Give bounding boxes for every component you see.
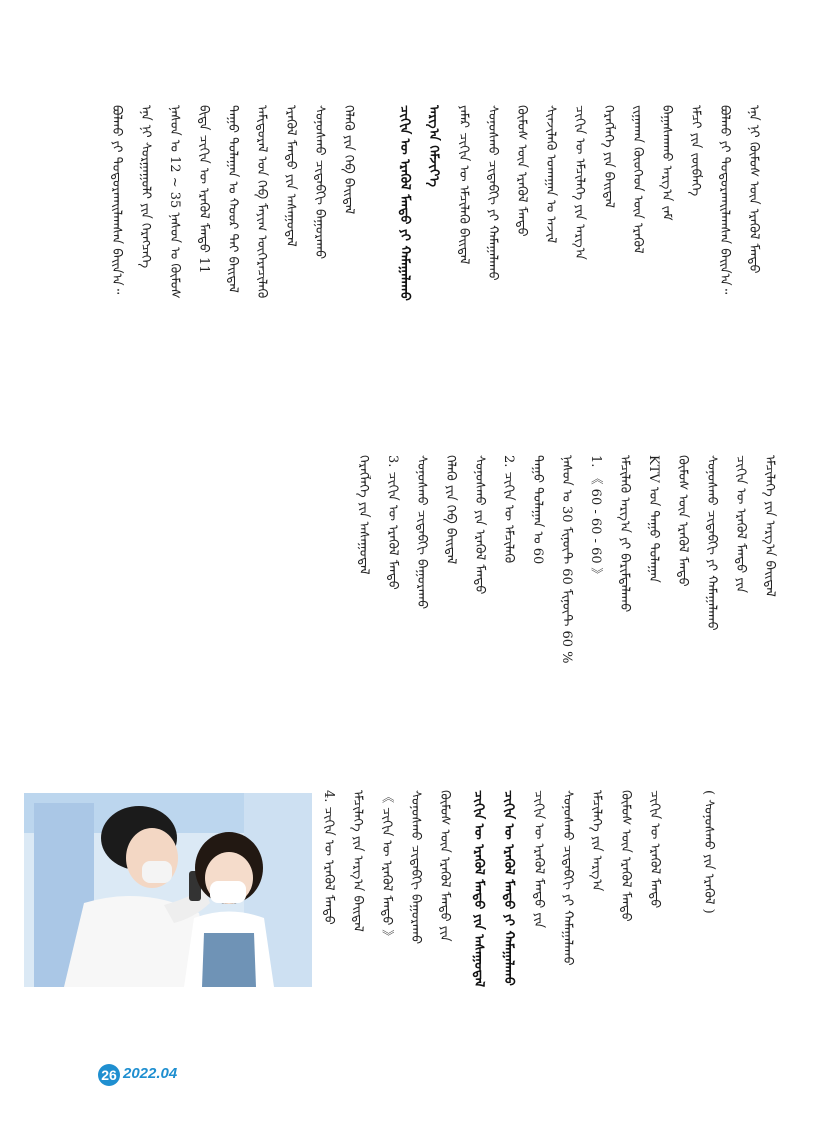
text-column: ᠰᠣᠨᠣᠰᠬᠤ ᠴᠢᠳᠠᠪᠬᠢ ᠶᠢ ᠬᠠᠮᠠᠭᠠᠯᠠᠬᠤ <box>560 790 575 966</box>
text-column: ᠵᠢᠭᠠᠬᠠᠨ ᠬᠦᠦᠬᠡᠳ ᠦᠨ ᠡᠷᠡᠭᠦᠯ <box>630 105 645 254</box>
text-column: ᠬᠦᠮᠦᠰ ᠦᠨ ᠡᠷᠡᠭᠦᠯ ᠮᠡᠨᠳᠦ <box>675 455 690 587</box>
text-column: ᠨᠠᠰᠤᠨ ᠤ 12 ~ 35 ᠨᠠᠰᠤᠨ ᠤ ᠬᠦᠮᠦᠰ <box>167 105 182 299</box>
section-heading: ᠠᠷᠭ᠎ᠠ ᠬᠡᠮᠵᠢᠶ᠎ᠡ <box>426 105 441 187</box>
text-column: ᠡᠨᠡ ᠨᠢ ᠰᠤᠷᠭᠠᠭᠤᠯᠢ ᠶᠢᠨ ᠬᠡᠷᠡᠭᠴᠡᠭᠡ <box>138 105 153 269</box>
photo-doctor-examining-child-ear <box>24 793 312 987</box>
text-column: ᠡᠷᠡᠭᠦᠯ ᠮᠡᠨᠳᠦ ᠶᠢᠨ ᠠᠰᠠᠭᠤᠳᠠᠯ <box>283 105 298 247</box>
text-column: ᠳᠠᠭᠤ ᠳᠤᠯᠠᠭᠠᠨ ᠤ ᠬᠣᠣᠷ ᠲᠠᠢ ᠪᠠᠢᠳᠠᠯ <box>225 105 240 293</box>
text-column: 4. ᠴᠢᠬᠢᠨ ᠦ ᠡᠷᠡᠭᠦᠯ ᠮᠡᠨᠳᠦ <box>321 790 336 925</box>
text-column: ᠬᠦᠮᠦᠰ ᠦᠨ ᠡᠷᠡᠭᠦᠯ ᠮᠡᠨᠳᠦ <box>618 790 633 922</box>
text-column: ᠡᠮᠴᠢᠯᠡᠭᠡ ᠶᠢᠨ ᠠᠷᠭ᠎ᠠ <box>589 790 604 892</box>
issue-date: 2022.04 <box>123 1065 178 1082</box>
text-column: 2. ᠴᠢᠬᠢᠨ ᠦ ᠡᠮᠴᠢᠯᠡᠬᠦ <box>501 455 516 564</box>
text-column: 1. 《 60 - 60 - 60 》 <box>588 455 603 581</box>
text-column: ᠡᠨᠡ ᠨᠢ ᠬᠦᠮᠦᠰ ᠦᠨ ᠡᠷᠡᠭᠦᠯ ᠮᠡᠨᠳᠦ <box>746 105 761 274</box>
text-column: ᠰᠣᠨᠣᠰᠬᠤ ᠶᠢᠨ ᠡᠷᠡᠭᠦᠯ ᠮᠡᠨᠳᠦ <box>472 455 487 595</box>
text-column: ᠪᠣᠯᠬᠤ ᠶᠢ ᠲᠣᠳᠤᠷᠬᠠᠢᠯᠠᠭᠰᠠᠨ ᠪᠠᠢᠨ᠎ᠠ᠃ <box>109 105 124 295</box>
text-column: 《 ᠴᠢᠬᠢᠨ ᠦ ᠡᠷᠡᠭᠦᠯ ᠮᠡᠨᠳᠦ 》 <box>379 790 394 943</box>
text-column: KTV ᠤᠨ ᠳᠠᠭᠤ ᠳᠤᠯᠠᠭᠠᠨ <box>646 455 661 583</box>
section-heading: ᠴᠢᠬᠢᠨ ᠦ ᠡᠷᠡᠭᠦᠯ ᠮᠡᠨᠳᠦ ᠶᠢ ᠬᠠᠮᠠᠭᠠᠯᠠᠬᠤ <box>397 105 412 301</box>
text-column: ᠴᠢᠬᠢᠨ ᠦ ᠡᠷᠡᠭᠦᠯ ᠮᠡᠨᠳᠦ <box>647 790 662 909</box>
page-number: 26 <box>98 1064 120 1086</box>
text-column: ᠬᠦᠮᠦᠰ ᠦᠨ ᠡᠷᠡᠭᠦᠯ ᠮᠡᠨᠳᠦ ᠶᠢᠨ <box>437 790 452 942</box>
text-column: 3. ᠴᠢᠬᠢᠨ ᠦ ᠡᠷᠡᠭᠦᠯ ᠮᠡᠨᠳᠦ <box>385 455 400 590</box>
text-column: ᠰᠣᠨᠣᠰᠬᠤ ᠴᠢᠳᠠᠪᠬᠢ ᠪᠠᠭᠤᠷᠠᠬᠤ <box>312 105 327 260</box>
text-column: ᠡᠮᠴᠢ ᠶᠢᠨ ᠵᠥᠪᠯᠡᠭᠡ <box>688 105 703 197</box>
text-column: ᠰᠣᠨᠣᠰᠬᠤ ᠴᠢᠳᠠᠪᠬᠢ ᠶᠢ ᠬᠠᠮᠠᠭᠠᠯᠠᠬᠤ <box>485 105 500 281</box>
text-column: ᠳᠠᠭᠤ ᠳᠤᠯᠠᠭᠠᠨ ᠤ 60 <box>530 455 545 565</box>
text-column: ᠪᠣᠯᠬᠤ ᠶᠢ ᠲᠣᠳᠤᠷᠬᠠᠢᠯᠠᠭᠰᠠᠨ ᠪᠠᠢᠨ᠎ᠠ᠃ <box>717 105 732 295</box>
text-column: ᠪᠠᠭᠠᠰᠬᠠᠬᠤ ᠠᠷᠭ᠎ᠠ ᠵᠠᠮ <box>659 105 674 221</box>
text-column: ᠬᠦᠮᠦᠰ ᠦᠨ ᠡᠷᠡᠭᠦᠯ ᠮᠡᠨᠳᠦ <box>514 105 529 237</box>
text-column: ᠴᠢᠬᠢᠨ ᠦ ᠡᠷᠡᠭᠦᠯ ᠮᠡᠨᠳᠦ ᠶᠢᠨ <box>531 790 546 929</box>
text-column: ᠶᠠᠮᠠᠷ ᠴᠢᠬᠢᠨ ᠦ ᠡᠮᠴᠢᠯᠡᠬᠦ ᠪᠠᠢᠳᠠᠯ <box>456 105 471 265</box>
text-column: ᠬᠡᠯᠡᠬᠦ ᠶᠢᠨ ᠬᠡᠪ ᠪᠠᠢᠳᠠᠯ <box>341 105 356 215</box>
text-column: ᠬᠡᠷᠡᠭᠯᠡᠭᠡ ᠶᠢᠨ ᠠᠰᠠᠭᠤᠳᠠᠯ <box>356 455 371 575</box>
section-heading: ᠴᠢᠬᠢᠨ ᠦ ᠡᠷᠡᠭᠦᠯ ᠮᠡᠨᠳᠦ ᠶᠢ ᠬᠠᠮᠠᠭᠠᠯᠠᠬᠤ <box>501 790 516 986</box>
text-column: ᠰᠣᠨᠣᠰᠬᠤ ᠴᠢᠳᠠᠪᠬᠢ ᠪᠠᠭᠤᠷᠠᠬᠤ <box>408 790 423 945</box>
text-column: ( ᠰᠣᠨᠣᠰᠬᠤ ᠶᠢᠨ ᠡᠷᠡᠭᠦᠯ ) <box>701 790 716 914</box>
text-column: ᠨᠠᠰᠤᠨ ᠤ 30 ᠮᠢᠨᠦ᠋ᠲ 60 ᠮᠢᠨᠦ᠋ᠲ 60 % <box>559 455 574 664</box>
section-heading: ᠴᠢᠬᠢᠨ ᠦ ᠡᠷᠡᠭᠦᠯ ᠮᠡᠨᠳᠦ ᠶᠢᠨ ᠠᠰᠠᠭᠤᠳᠠᠯ <box>471 790 486 988</box>
text-column: ᠡᠮᠴᠢᠯᠡᠬᠦ ᠠᠷᠭ᠎ᠠ ᠶᠢ ᠪᠠᠷᠢᠮᠲᠠᠯᠠᠬᠤ <box>617 455 632 613</box>
text-column: ᠴᠢᠬᠢᠨ ᠦ ᠡᠮᠴᠢᠯᠡᠭᠡ ᠶᠢᠨ ᠠᠷᠭ᠎ᠠ <box>572 105 587 260</box>
text-column: ᠡᠮᠴᠢᠯᠡᠭᠡ ᠶᠢᠨ ᠠᠷᠭ᠎ᠠ ᠪᠠᠢᠳᠠᠯ <box>350 790 365 932</box>
text-column: ᠰᠣᠨᠣᠰᠬᠤ ᠴᠢᠳᠠᠪᠬᠢ ᠪᠠᠭᠤᠷᠠᠬᠤ <box>414 455 429 610</box>
text-column: ᠪᠢᠳᠡ ᠴᠢᠬᠢᠨ ᠦ ᠡᠷᠡᠭᠦᠯ ᠮᠡᠨᠳᠦ 11 <box>196 105 211 274</box>
text-column: ᠰᠢᠨᠵᠢᠯᠡᠬᠦ ᠤᠬᠠᠭᠠᠨ ᠤ ᠠᠵᠢᠯ <box>543 105 558 244</box>
text-column: ᠴᠢᠬᠢᠨ ᠦ ᠡᠷᠡᠭᠦᠯ ᠮᠡᠨᠳᠦ ᠶᠢᠨ <box>733 455 748 594</box>
text-column: ᠠᠮᠢᠳᠤᠷᠠᠯ ᠤᠨ ᠬᠡᠪ ᠮᠠᠶᠢᠭ ᠥᠭᠡᠷᠡᠴᠢᠯᠡᠬᠦ <box>254 105 269 299</box>
text-column: ᠰᠣᠨᠣᠰᠬᠤ ᠴᠢᠳᠠᠪᠬᠢ ᠶᠢ ᠬᠠᠮᠠᠭᠠᠯᠠᠬᠤ <box>704 455 719 631</box>
text-column: ᠬᠡᠯᠡᠬᠦ ᠶᠢᠨ ᠬᠡᠪ ᠪᠠᠢᠳᠠᠯ <box>443 455 458 565</box>
text-column: ᠡᠮᠴᠢᠯᠡᠭᠡ ᠶᠢᠨ ᠠᠷᠭ᠎ᠠ ᠪᠠᠢᠳᠠᠯ <box>762 455 777 597</box>
text-column: ᠬᠡᠷᠡᠭᠯᠡᠭᠡ ᠶᠢᠨ ᠪᠠᠢᠳᠠᠯ <box>601 105 616 209</box>
